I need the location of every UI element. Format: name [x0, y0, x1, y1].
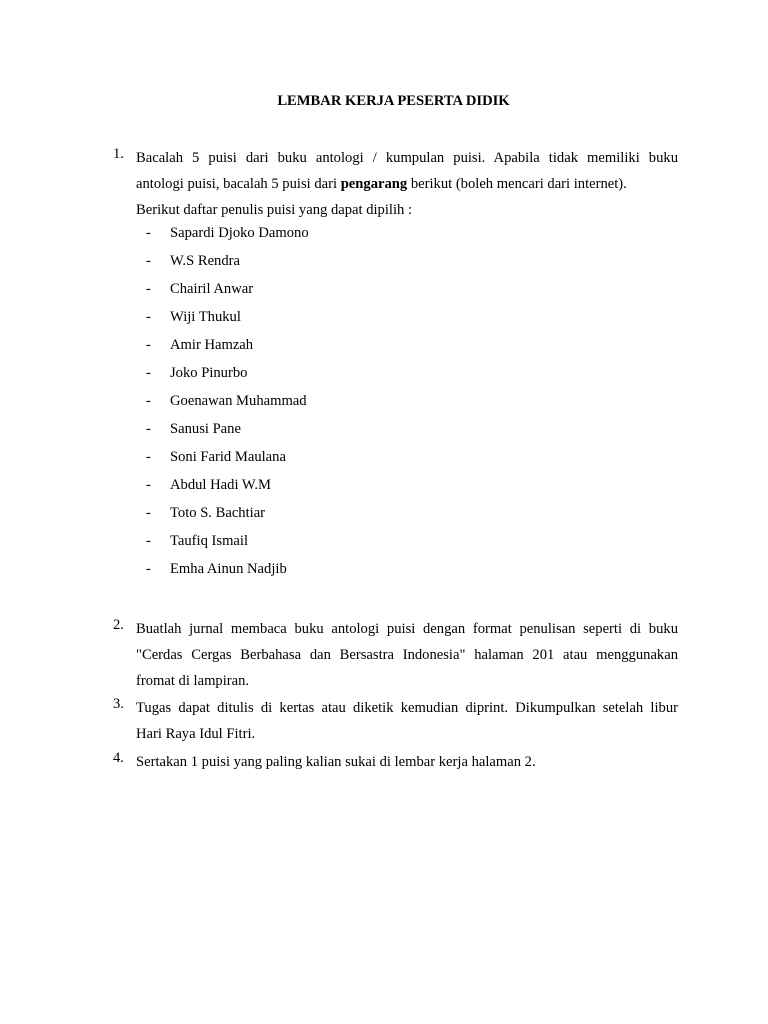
item-line: Berikut daftar penulis puisi yang dapat dipilih :: [136, 202, 413, 218]
list-item: [0, 477, 768, 505]
bold-word: pengarang: [340, 176, 408, 192]
bullet-dash: -: [146, 477, 151, 493]
item-text: [136, 749, 678, 775]
list-item: [0, 337, 768, 365]
author-name: Toto S. Bachtiar: [170, 505, 266, 521]
list-item: [0, 225, 768, 253]
author-name: Goenawan Muhammad: [170, 393, 307, 409]
bullet-dash: -: [146, 505, 151, 521]
item-number: 3.: [113, 696, 124, 712]
list-item: [0, 281, 768, 309]
item-line: "Cerdas Cergas Berbahasa dan Bersastra Indonesia" halaman 201 atau menggunakan: [136, 647, 678, 663]
bullet-dash: -: [146, 309, 151, 325]
bullet-dash: -: [146, 561, 151, 577]
author-name: Sapardi Djoko Damono: [170, 225, 309, 241]
bullet-dash: -: [146, 393, 151, 409]
author-name: Taufiq Ismail: [170, 533, 249, 549]
list-item: [0, 309, 768, 337]
bullet-dash: -: [146, 533, 151, 549]
list-item: [0, 561, 768, 589]
author-name: Chairil Anwar: [170, 281, 254, 297]
bullet-dash: -: [146, 449, 151, 465]
bullet-dash: -: [146, 421, 151, 437]
item-text: [136, 695, 678, 747]
list-item: [0, 253, 768, 281]
item-line: antologi puisi, bacalah 5 puisi dari pengarang berikut (boleh mencari dari internet).: [136, 176, 627, 192]
author-name: Soni Farid Maulana: [170, 449, 286, 465]
item-number: 2.: [113, 617, 124, 633]
page-title: LEMBAR KERJA PESERTA DIDIK: [277, 93, 510, 109]
bullet-dash: -: [146, 225, 151, 241]
list-item: [0, 449, 768, 477]
author-name: Joko Pinurbo: [170, 365, 248, 381]
item-number: 4.: [113, 750, 124, 766]
list-item: [0, 365, 768, 393]
item-line: Tugas dapat ditulis di kertas atau diketik kemudian diprint. Dikumpulkan setelah libur: [136, 700, 678, 716]
item-number: 1.: [113, 146, 124, 162]
item-line: Buatlah jurnal membaca buku antologi puisi dengan format penulisan seperti di buku: [136, 621, 678, 637]
author-name: Sanusi Pane: [170, 421, 241, 437]
item-line: fromat di lampiran.: [136, 673, 250, 689]
bullet-dash: -: [146, 253, 151, 269]
bullet-dash: -: [146, 281, 151, 297]
list-item: [0, 533, 768, 561]
author-name: Amir Hamzah: [170, 337, 254, 353]
item-text: [136, 145, 678, 223]
author-name: W.S Rendra: [170, 253, 240, 269]
list-item: [0, 393, 768, 421]
item-line: Hari Raya Idul Fitri.: [136, 726, 256, 742]
item-text: [136, 616, 678, 694]
bullet-dash: -: [146, 365, 151, 381]
item-line: Sertakan 1 puisi yang paling kalian sukai di lembar kerja halaman 2.: [136, 754, 536, 770]
list-item: [0, 505, 768, 533]
author-name: Abdul Hadi W.M: [170, 477, 271, 493]
author-name: Wiji Thukul: [170, 309, 241, 325]
list-item: [0, 421, 768, 449]
item-line: Bacalah 5 puisi dari buku antologi / kumpulan puisi. Apabila tidak memiliki buku: [136, 150, 678, 166]
author-name: Emha Ainun Nadjib: [170, 561, 287, 577]
bullet-dash: -: [146, 337, 151, 353]
